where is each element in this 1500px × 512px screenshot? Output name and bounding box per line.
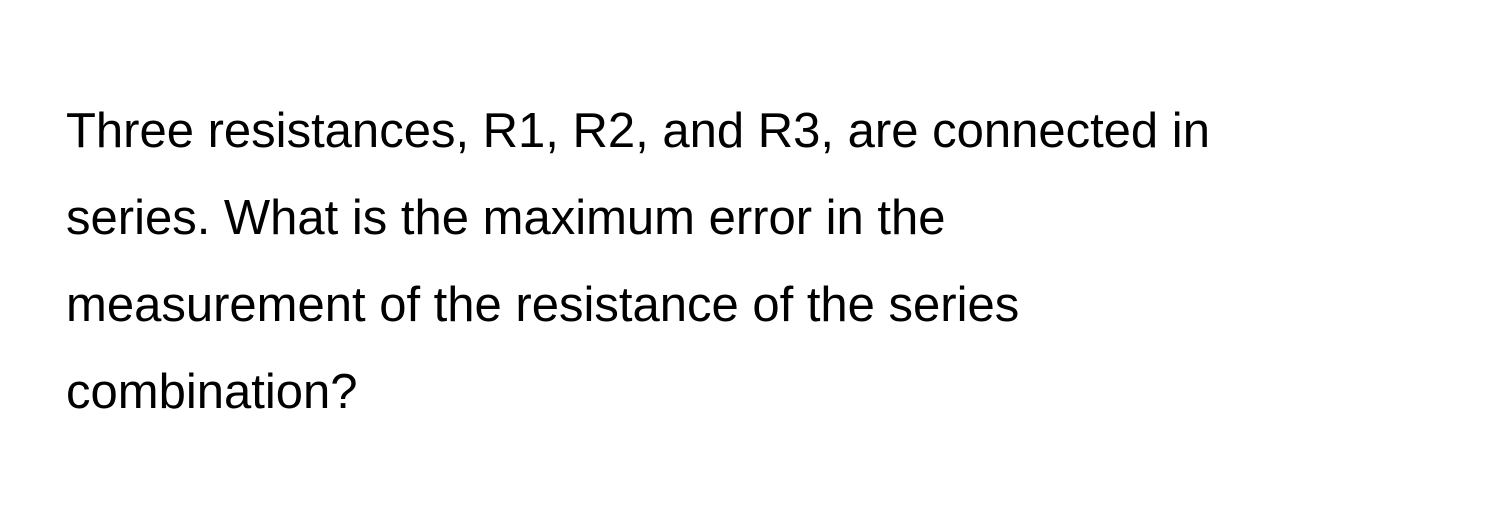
question-line-3: measurement of the resistance of the series	[66, 278, 1020, 332]
question-line-4: combination?	[66, 365, 358, 419]
question-text	[66, 88, 1446, 436]
question-line-1: Three resistances, R1, R2, and R3, are connected in	[66, 104, 1210, 158]
question-line-2: series. What is the maximum error in the	[66, 191, 946, 245]
